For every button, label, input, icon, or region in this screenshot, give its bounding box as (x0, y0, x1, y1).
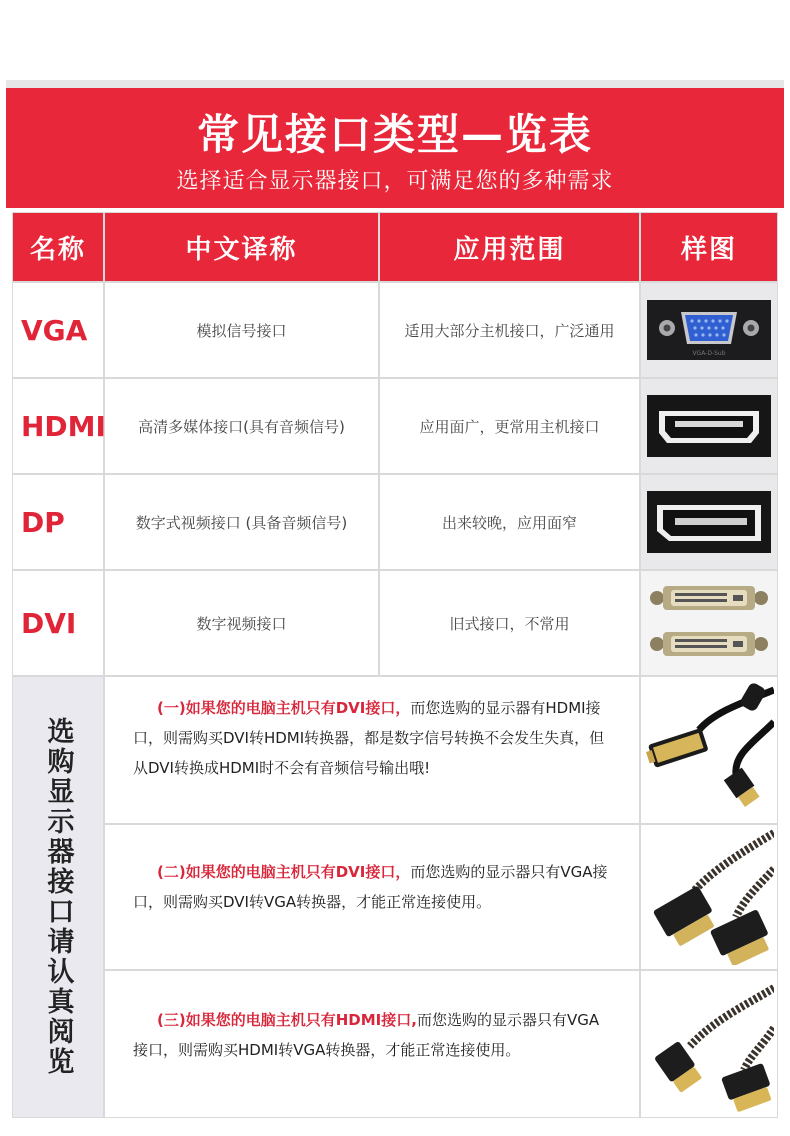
page-subtitle: 选择适合显示器接口，可满足您的多种需求 (176, 169, 614, 194)
hdmi-to-vga-cable-icon (644, 976, 774, 1112)
row-usage-dp: 出来较晚，应用面窄 (379, 474, 640, 570)
header-image: 样图 (640, 212, 778, 282)
note-2-highlight: (二)如果您的电脑主机只有DVI接口， (157, 863, 411, 881)
side-label-text: 选购显示器接口请认真阅览 (42, 717, 74, 1077)
row-chinese-hdmi: 高清多媒体接口(具有音频信号) (104, 378, 379, 474)
note-dvi-to-hdmi (104, 676, 640, 824)
note-1-image (640, 676, 778, 824)
interface-table (12, 212, 778, 1118)
header-chinese: 中文译称 (104, 212, 379, 282)
row-usage-hdmi: 应用面广，更常用主机接口 (379, 378, 640, 474)
row-name-hdmi: HDMI (12, 378, 104, 474)
row-chinese-dvi: 数字视频接口 (104, 570, 379, 676)
top-divider (6, 80, 784, 88)
row-usage-dvi: 旧式接口，不常用 (379, 570, 640, 676)
vga-port-caption: VGA-D-Sub (692, 350, 726, 357)
row-name-dvi: DVI (12, 570, 104, 676)
page-title: 常见接口类型—览表 (196, 110, 593, 159)
header-name: 名称 (12, 212, 104, 282)
side-label (12, 676, 104, 1118)
hdmi-port-icon (647, 395, 771, 457)
vga-sample-image (640, 282, 778, 378)
note-3-text: 而您选购的显示器只有VGA接口，则需购买HDMI转VGA转换器，才能正常连接使用。 (133, 1011, 600, 1059)
row-name-dp: DP (12, 474, 104, 570)
vga-port-icon (647, 300, 771, 360)
note-1-highlight: (一)如果您的电脑主机只有DVI接口， (157, 699, 411, 717)
row-usage-vga: 适用大部分主机接口，广泛通用 (379, 282, 640, 378)
dvi-to-vga-cable-icon (644, 829, 774, 965)
dp-sample-image (640, 474, 778, 570)
displayport-port-icon (647, 491, 771, 553)
note-2-image (640, 824, 778, 970)
note-3-image (640, 970, 778, 1118)
note-1-text: 而您选购的显示器有HDMI接口，则需购买DVI转HDMI转换器，都是数字信号转换不会发生失真，但从DVI转换成HDMI时不会有音频信号输出哦! (133, 699, 605, 777)
row-name-vga: VGA (12, 282, 104, 378)
title-banner (6, 88, 784, 208)
row-chinese-vga: 模拟信号接口 (104, 282, 379, 378)
row-chinese-dp: 数字式视频接口 (具备音频信号) (104, 474, 379, 570)
dvi-port-icon (647, 578, 771, 668)
note-dvi-to-vga (104, 824, 640, 970)
dvi-to-hdmi-cable-icon (644, 682, 774, 818)
note-hdmi-to-vga (104, 970, 640, 1118)
note-2-text: 而您选购的显示器只有VGA接口，则需购买DVI转VGA转换器，才能正常连接使用。 (133, 863, 608, 911)
header-usage: 应用范围 (379, 212, 640, 282)
hdmi-sample-image (640, 378, 778, 474)
note-3-highlight: (三)如果您的电脑主机只有HDMI接口, (157, 1011, 417, 1029)
dvi-sample-image (640, 570, 778, 676)
